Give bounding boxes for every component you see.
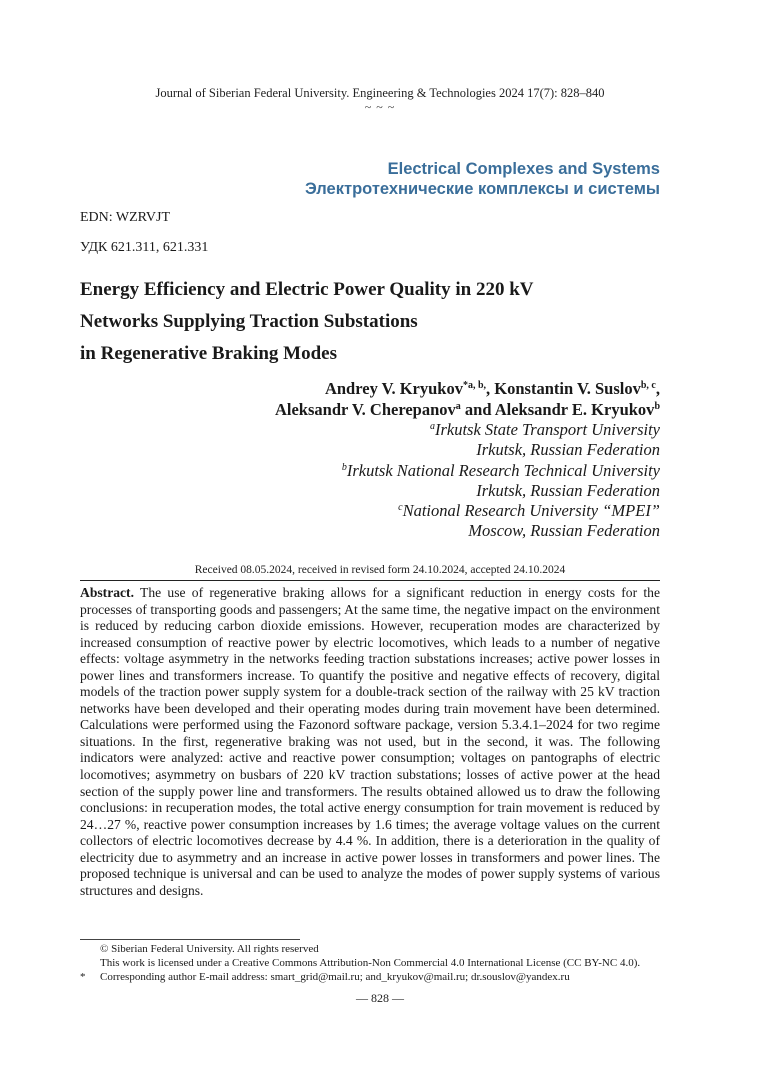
- affiliation-institution: $^c$National Research University “MPEI”: [398, 501, 660, 521]
- author-separator: ,: [486, 379, 495, 398]
- affiliation-institution: $^b$Irkutsk National Research Technical University: [341, 460, 660, 480]
- author-line-1: [275, 378, 660, 399]
- author-separator: ,: [655, 379, 660, 398]
- affiliation-location: Moscow, Russian Federation: [468, 521, 660, 541]
- author-kryukov-ae: Aleksandr E. Kryukov: [494, 400, 655, 419]
- affiliation-sup: c: [398, 502, 403, 514]
- affiliation-institution: $^a$Irkutsk State Transport University: [429, 420, 660, 439]
- affiliation-sup: b: [341, 461, 347, 473]
- abstract-label: Abstract.: [80, 585, 134, 600]
- author-conjunction: and: [460, 400, 495, 419]
- affiliation-location: Irkutsk, Russian Federation: [476, 480, 660, 500]
- author-affil-sup: *a, b,: [462, 380, 487, 391]
- author-kryukov-av: Andrey V. Kryukov: [324, 379, 463, 398]
- corresponding-email: Corresponding author E-mail address: smart_grid@mail.ru; and_kryukov@mail.ru; dr.souslov@yandex.ru: [100, 971, 570, 983]
- affiliation-location: Irkutsk, Russian Federation: [476, 440, 660, 460]
- section-title-russian: Электротехнические комплексы и системы: [304, 180, 660, 198]
- paper-title-line-1: Energy Efficiency and Electric Power Quality in 220 kV: [80, 279, 534, 300]
- page-number: — 828 —: [356, 991, 404, 1005]
- footnote-corresponding: [80, 971, 680, 984]
- received-dates: Received 08.05.2024, received in revised form 24.10.2024, accepted 24.10.2024: [194, 564, 566, 576]
- paper-title: [80, 274, 680, 370]
- journal-header: Journal of Siberian Federal University. Engineering & Technologies 2024 17(7): 828–840: [155, 86, 605, 100]
- affiliation-list: [342, 420, 660, 542]
- author-cherepanov-av: Aleksandr V. Cherepanov: [274, 400, 456, 419]
- author-line-2: [275, 399, 660, 420]
- asterisk-mark: *: [80, 971, 86, 983]
- abstract-divider: [80, 580, 660, 581]
- author-affil-sup: a: [455, 401, 461, 412]
- edn-code: EDN: WZRVJT: [80, 210, 171, 225]
- author-list: [275, 378, 660, 420]
- abstract-text: The use of regenerative braking allows for a significant reduction in energy costs for the processes of transporting goods and passengers; At the same time, the negative impact on the environment is reduced by reducing carbon dioxide emissions. However, recuperation modes are characterized by increased consumption of reactive power by electric locomotives, which leads to a number of negative effects: voltage asymmetry in the networks feeding traction substations increases; active power losses in power lines and transformers increase. To quantify the positive and negative effects of recovery, digital models of the traction power supply system for a double-track section of the railway with 25 kV traction networks have been developed and their operating modes during train movement have been determined. Calculations were performed using the Fazonord software package, version 5.3.4.1–2024 for two regime situations. In the first, regenerative braking was not used, but in the second, it was. The following indicators were analyzed: active and reactive power consumption; voltages on pantographs of electric locomotives; asymmetry on busbars of 220 kV traction substations; losses of active power at the head section of the supply power line and transformers. The results obtained allowed us to draw the following conclusions: in recuperation modes, the total active energy consumption for train movement is reduced by 24…27 %, reactive power consumption increases by 1.6 times; the average voltage values on the current collectors of electric locomotives decrease by 4.4 %. In addition, there is a deterioration in the quality of electricity due to asymmetry and an increase in active power losses in transformers and power lines. The proposed technique is universal and can be used to analyze the modes of power supply systems of various structures and designs.: [80, 585, 661, 898]
- paper-title-line-2: Networks Supplying Traction Substations: [80, 311, 418, 332]
- footnote-copyright: © Siberian Federal University. All rights reserved: [100, 943, 319, 955]
- footnote-license: This work is licensed under a Creative Commons Attribution-Non Commercial 4.0 International License (CC BY-NC 4.0).: [100, 957, 641, 969]
- abstract: [80, 585, 660, 899]
- author-affil-sup: b, c: [640, 380, 656, 391]
- footnote-divider: [80, 939, 300, 940]
- header-ornament: ~ ~ ~: [364, 100, 396, 114]
- udk-code: УДК 621.311, 621.331: [80, 240, 209, 255]
- section-title-english: Electrical Complexes and Systems: [387, 160, 660, 178]
- paper-title-line-3: in Regenerative Braking Modes: [80, 343, 338, 364]
- affiliation-sup: a: [429, 421, 435, 432]
- author-affil-sup: b: [654, 401, 660, 412]
- author-suslov-kv: Konstantin V. Suslov: [494, 379, 641, 398]
